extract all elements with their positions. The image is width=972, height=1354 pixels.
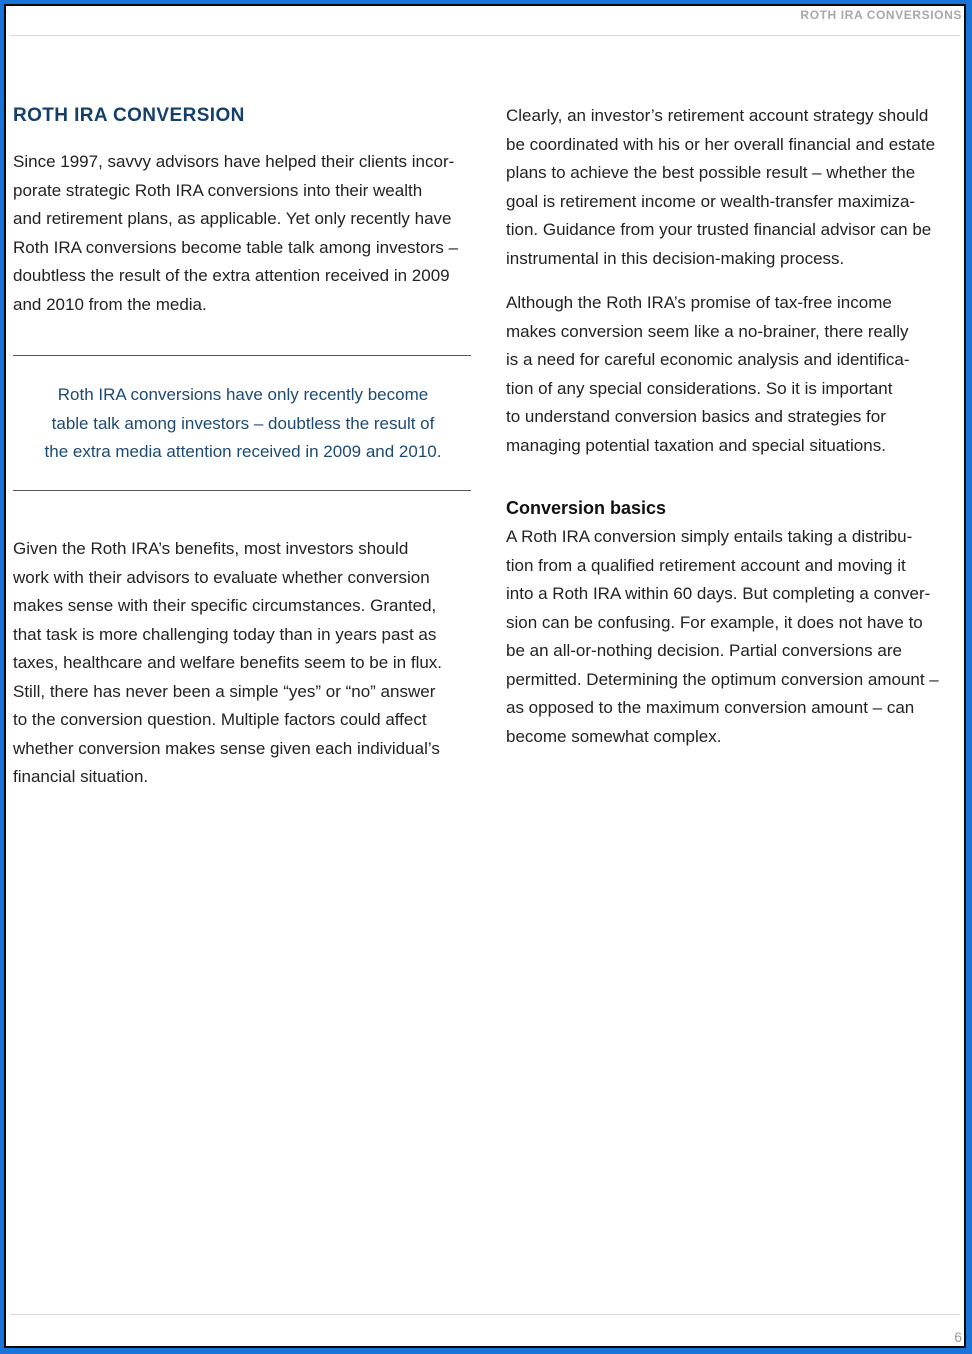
text-line: financial situation.	[13, 767, 149, 786]
text-line: plans to achieve the best possible result – whether the	[506, 163, 916, 182]
text-line: to the conversion question. Multiple factors could affect	[13, 710, 427, 729]
text-line: instrumental in this decision-making process.	[506, 248, 845, 268]
text-line: and retirement plans, as applicable. Yet only recently have	[13, 209, 452, 228]
text-line: become somewhat complex.	[506, 726, 722, 746]
text-line: makes conversion seem like a no-brainer, there really	[506, 321, 909, 341]
section-title: ROTH IRA CONVERSION	[13, 105, 245, 126]
text-line: Although the Roth IRA’s promise of tax-free income	[506, 293, 892, 312]
text-line: Roth IRA conversions have only recently become	[57, 385, 429, 404]
text-line: sion can be confusing. For example, it does not have to	[506, 612, 923, 632]
right-paragraph-3	[506, 523, 939, 751]
header-divider	[10, 35, 960, 36]
text-line: whether conversion makes sense given each individual’s	[13, 738, 440, 758]
footer-divider	[10, 1314, 960, 1315]
text-line: that task is more challenging today than in years past as	[13, 624, 437, 644]
text-line: tion. Guidance from your trusted financial advisor can be	[506, 220, 932, 239]
pull-quote	[13, 381, 473, 467]
text-line: as opposed to the maximum conversion amount – can	[506, 698, 915, 717]
text-line: into a Roth IRA within 60 days. But completing a conver-	[506, 584, 931, 603]
right-paragraph-1	[506, 102, 935, 273]
text-line: be coordinated with his or her overall financial and estate	[506, 134, 936, 154]
body-paragraph	[13, 535, 442, 792]
text-line: to understand conversion basics and strategies for	[506, 407, 886, 426]
intro-paragraph	[13, 148, 458, 319]
text-line: goal is retirement income or wealth-transfer maximiza-	[506, 191, 916, 211]
page-number: 6	[954, 1329, 962, 1345]
document-page	[4, 4, 966, 1348]
text-line: porate strategic Roth IRA conversions into their wealth	[13, 180, 423, 200]
pull-quote-bottom-rule	[13, 490, 471, 491]
text-line: the extra media attention received in 2009 and 2010.	[44, 442, 442, 461]
text-line: be an all-or-nothing decision. Partial conversions are	[506, 641, 902, 660]
text-line: is a need for careful economic analysis and identifica-	[506, 350, 910, 369]
running-header: ROTH IRA CONVERSIONS	[800, 8, 962, 22]
right-paragraph-2	[506, 289, 910, 460]
text-line: Still, there has never been a simple “yes” or “no” answer	[13, 681, 436, 701]
text-line: makes sense with their specific circumstances. Granted,	[13, 596, 437, 615]
pull-quote-top-rule	[13, 355, 471, 356]
text-line: Since 1997, savvy advisors have helped their clients incor-	[13, 152, 455, 171]
text-line: tion of any special considerations. So it is important	[506, 378, 893, 398]
text-line: doubtless the result of the extra attention received in 2009	[13, 266, 450, 285]
text-line: taxes, healthcare and welfare benefits seem to be in flux.	[13, 653, 443, 672]
text-line: managing potential taxation and special situations.	[506, 435, 886, 455]
text-line: permitted. Determining the optimum conversion amount –	[506, 669, 939, 689]
text-line: table talk among investors – doubtless the result of	[51, 413, 435, 433]
text-line: Given the Roth IRA’s benefits, most investors should	[13, 539, 409, 558]
text-line: work with their advisors to evaluate whether conversion	[13, 567, 430, 587]
text-line: Roth IRA conversions become table talk among investors –	[13, 237, 459, 257]
subheading-conversion-basics: Conversion basics	[506, 498, 667, 518]
text-line: Clearly, an investor’s retirement account strategy should	[506, 106, 929, 125]
text-line: A Roth IRA conversion simply entails taking a distribu-	[506, 527, 913, 546]
text-line: and 2010 from the media.	[13, 294, 207, 314]
text-line: tion from a qualified retirement account and moving it	[506, 555, 906, 575]
